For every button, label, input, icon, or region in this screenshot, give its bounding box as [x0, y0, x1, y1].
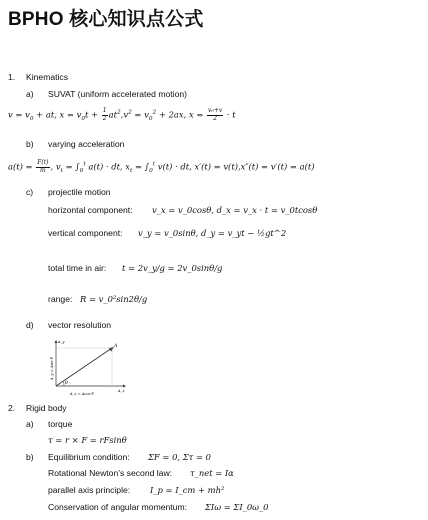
- formula-equilibrium: ΣF = 0, Στ = 0: [148, 452, 211, 462]
- vector-resolution-diagram: [48, 338, 128, 400]
- theta-label: θ: [65, 381, 68, 386]
- item-letter: a): [26, 419, 34, 429]
- equilibrium-label: Equilibrium condition:: [48, 452, 130, 462]
- item-label-projectile: projectile motion: [48, 187, 111, 197]
- x-axis-arrowhead: [123, 385, 126, 388]
- item-letter: b): [26, 452, 34, 462]
- item-label-varying-acceleration: varying acceleration: [48, 139, 125, 149]
- parallel-axis-label: parallel axis principle:: [48, 485, 131, 495]
- section-heading-rigid-body: Rigid body: [26, 403, 67, 413]
- rotational-newton-label: Rotational Newton’s second law:: [48, 468, 173, 478]
- section-heading-kinematics: Kinematics: [26, 72, 69, 82]
- item-letter: d): [26, 320, 34, 330]
- ax-component-label: A_x = Acos θ: [70, 392, 94, 396]
- ay-component-label: A_y = Asin θ: [50, 357, 54, 380]
- ax-axis-label: A_x: [118, 389, 125, 393]
- horizontal-label: horizontal component:: [48, 205, 133, 215]
- vertical-label: vertical component:: [48, 228, 123, 238]
- angular-momentum-label: Conservation of angular momentum:: [48, 502, 188, 512]
- item-letter: c): [26, 187, 34, 197]
- formula-varying-acceleration: a(t) = $\frac{F(t)}{m}$ , $v_t = \int_0^t$ a(t) · dt, $x_t = \int_0^t$ v(t) · dt, x′(t) = v(t),x″(t) = v′(t) = a(t): [8, 159, 315, 175]
- horizontal-formula: v_x = v_0cosθ, d_x = v_x · t = v_0tcosθ: [152, 205, 318, 215]
- section-number: 1.: [8, 72, 16, 82]
- item-label-vector-resolution: vector resolution: [48, 320, 112, 330]
- item-letter: b): [26, 139, 34, 149]
- time-formula: t = 2v_y/g = 2v_0sinθ/g: [122, 263, 223, 273]
- formula-parallel-axis: I_p = I_cm + mh²: [150, 485, 225, 495]
- formula-torque: τ = r × F = rFsinθ: [48, 435, 127, 445]
- range-label: range:: [48, 294, 73, 304]
- angle-arc: [63, 381, 64, 386]
- formula-angular-momentum: ΣIω = ΣI_0ω_0: [205, 502, 269, 512]
- item-letter: a): [26, 89, 34, 99]
- item-label-torque: torque: [48, 419, 73, 429]
- formula-rotational-newton: τ_net = Iα: [190, 468, 234, 478]
- vector-a-label: A: [114, 344, 118, 349]
- formula-suvat: $v = v_0$ + at, $x = v_0t$ + $\frac{1}{2}$ $at^2,v^2 = v_0^2 + 2ax$, x = $\frac{\text{v₀+v}}{2}$ · t: [8, 107, 236, 123]
- item-label-suvat: SUVAT (uniform accelerated motion): [48, 89, 187, 99]
- time-label: total time in air:: [48, 263, 107, 273]
- ay-axis-label: A_y: [58, 340, 65, 344]
- range-formula: R = v_0²sin2θ/g: [80, 294, 148, 304]
- vertical-formula: v_y = v_0sinθ, d_y = v_yt − ½gt^2: [138, 228, 287, 238]
- section-number: 2.: [8, 403, 16, 413]
- page-title: BPHO 核心知识点公式: [8, 9, 204, 30]
